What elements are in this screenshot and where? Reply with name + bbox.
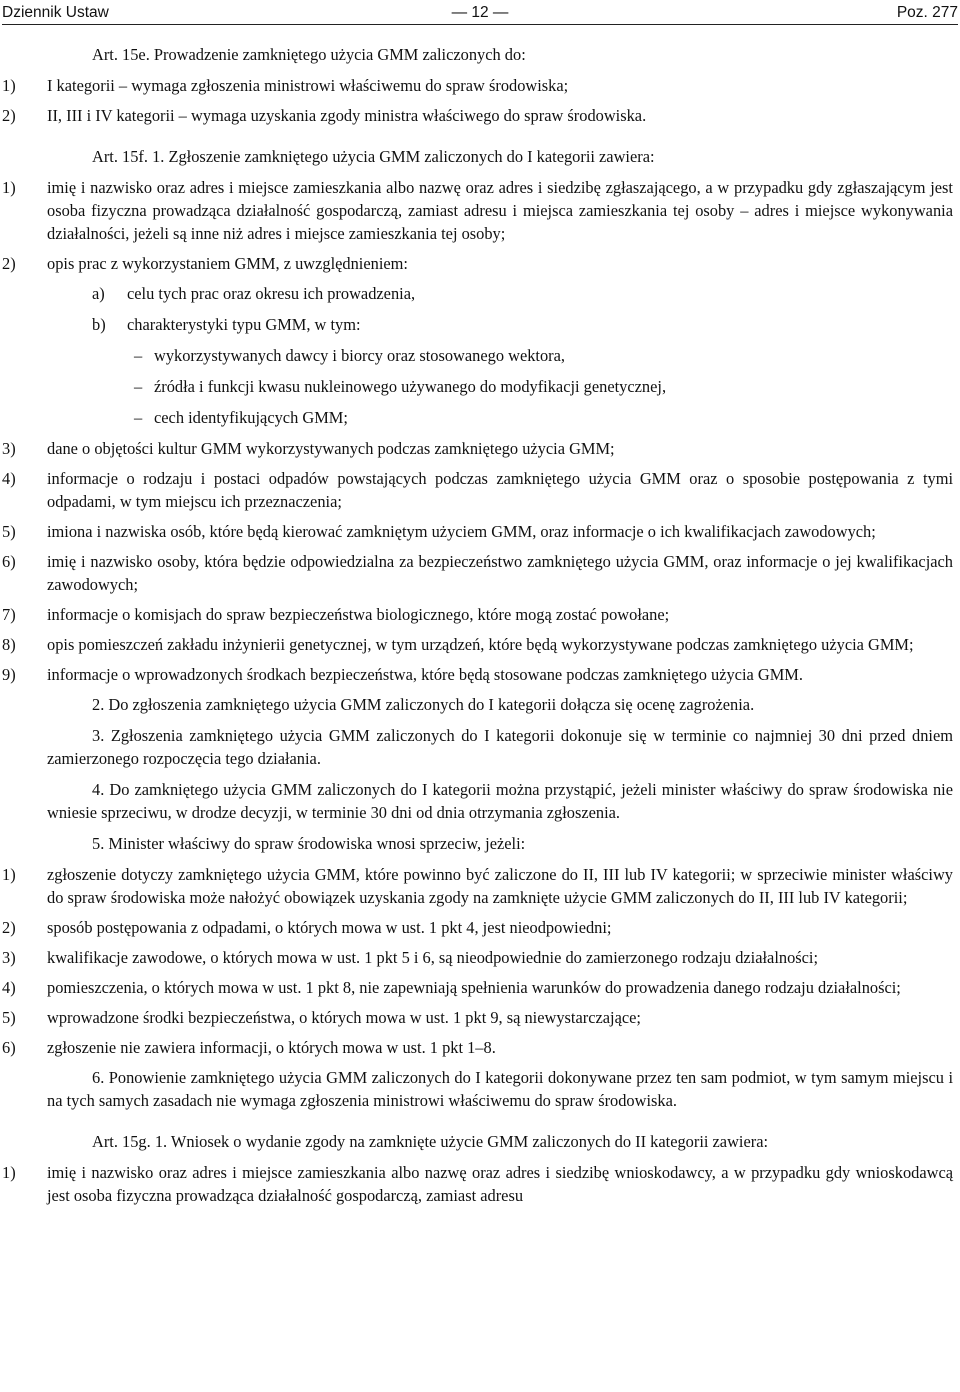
page-number: — 12 — xyxy=(451,4,509,21)
journal-title: Dziennik Ustaw xyxy=(2,4,109,21)
list-item: 4) pomieszczenia, o których mowa w ust. 1 pkt 8, nie zapewniają spełnienia warunków do prowadzenia danego rodzaju działalności; xyxy=(2,978,901,997)
list-item: 1) zgłoszenie dotyczy zamkniętego użycia GMM, które powinno być zaliczone do II, III lub IV kategorii; w sprzeciwie minister właściwy do spraw środowiska może nałożyć obowiązek uzyskania zgody na zamknięte użycie GMM zaliczonych do II, III lub IV kategorii; xyxy=(2,865,953,907)
list-item: 7) informacje o komisjach do spraw bezpieczeństwa biologicznego, które mogą zostać powołane; xyxy=(2,605,670,624)
list-item: 9) informacje o wprowadzonych środkach bezpieczeństwa, które będą stosowane podczas zamkniętego użycia GMM. xyxy=(2,665,803,684)
sub-item: b) charakterystyki typu GMM, w tym: xyxy=(92,315,361,334)
list-item: 3) kwalifikacje zawodowe, o których mowa w ust. 1 pkt 5 i 6, są nieodpowiednie do zamierzonego rodzaju działalności; xyxy=(2,948,819,967)
dash-glyph: – xyxy=(134,377,143,396)
paragraph-ust-5: 5. Minister właściwy do spraw środowiska wnosi sprzeciw, jeżeli: xyxy=(92,834,526,853)
art-15e-intro: Art. 15e. Prowadzenie zamkniętego użycia GMM zaliczonych do: xyxy=(92,45,526,64)
paragraph-ust-3: 3. Zgłoszenia zamkniętego użycia GMM zaliczonych do I kategorii dokonuje się w terminie co najmniej 30 dni przed dniem zamierzonego rozpoczęcia tego działania. xyxy=(47,726,953,768)
paragraph-ust-4: 4. Do zamkniętego użycia GMM zaliczonych do I kategorii można przystąpić, jeżeli minister właściwy do spraw środowiska nie wniesie sprzeciwu, w drodze decyzji, w terminie 30 dni od dnia otrzymania zgłoszenia. xyxy=(47,780,953,822)
list-item: 2) sposób postępowania z odpadami, o których mowa w ust. 1 pkt 4, jest nieodpowiedni; xyxy=(2,918,612,937)
art-15f-intro: Art. 15f. 1. Zgłoszenie zamkniętego użycia GMM zaliczonych do I kategorii zawiera: xyxy=(92,147,655,166)
dash-glyph: – xyxy=(134,346,143,365)
page-header xyxy=(2,0,958,25)
list-item: 6) zgłoszenie nie zawiera informacji, o których mowa w ust. 1 pkt 1–8. xyxy=(2,1038,496,1057)
sub-item: a) celu tych prac oraz okresu ich prowadzenia, xyxy=(92,284,416,303)
list-item: 1) I kategorii – wymaga zgłoszenia ministrowi właściwemu do spraw środowiska; xyxy=(2,76,569,95)
art-15g-intro: Art. 15g. 1. Wniosek o wydanie zgody na zamknięte użycie GMM zaliczonych do II kategorii zawiera: xyxy=(92,1132,769,1151)
list-item: 2) opis prac z wykorzystaniem GMM, z uwzględnieniem: xyxy=(2,254,408,273)
dash-item: – wykorzystywanych dawcy i biorcy oraz stosowanego wektora, xyxy=(134,346,566,365)
list-item: 1) imię i nazwisko oraz adres i miejsce zamieszkania albo nazwę oraz adres i siedzibę wnioskodawcy, a w przypadku gdy wnioskodawcą jest osoba fizyczna prowadząca działalność gospodarczą, zamiast adresu xyxy=(2,1163,953,1205)
list-item: 1) imię i nazwisko oraz adres i miejsce zamieszkania albo nazwę oraz adres i siedzibę zgłaszającego, a w przypadku gdy zgłaszającym jest osoba fizyczna prowadząca działalność gospodarczą, zamiast adresu i miejsca zamieszkania tej osoby – adres i miejsce wykonywania działalności, jeżeli są inne niż adres i miejsce zamieszkania tej osoby; xyxy=(2,178,953,243)
dash-item: – źródła i funkcji kwasu nukleinowego używanego do modyfikacji genetycznej, xyxy=(134,377,667,396)
document-body xyxy=(2,43,953,1214)
position-number: Poz. 277 xyxy=(896,4,958,21)
list-item: 3) dane o objętości kultur GMM wykorzystywanych podczas zamkniętego użycia GMM; xyxy=(2,439,615,458)
list-item: 5) imiona i nazwiska osób, które będą kierować zamkniętym użyciem GMM, oraz informacje o ich kwalifikacjach zawodowych; xyxy=(2,522,876,541)
list-item: 8) opis pomieszczeń zakładu inżynierii genetycznej, w tym urządzeń, które będą wykorzystywane podczas zamkniętego użycia GMM; xyxy=(2,635,914,654)
paragraph-ust-6: 6. Ponowienie zamkniętego użycia GMM zaliczonych do I kategorii dokonywane przez ten sam podmiot, w tym samym miejscu i na tych samych zasadach nie wymaga zgłoszenia ministrowi właściwemu do spraw środowiska. xyxy=(47,1068,953,1110)
list-item: 4) informacje o rodzaju i postaci odpadów powstających podczas zamkniętego użycia GMM oraz o sposobie postępowania z tymi odpadami, w tym miejscu ich przeznaczenia; xyxy=(2,469,953,511)
list-item: 5) wprowadzone środki bezpieczeństwa, o których mowa w ust. 1 pkt 9, są niewystarczające; xyxy=(2,1008,641,1027)
dash-item: – cech identyfikujących GMM; xyxy=(134,408,348,427)
paragraph-ust-2: 2. Do zgłoszenia zamkniętego użycia GMM zaliczonych do I kategorii dołącza się ocenę zagrożenia. xyxy=(92,695,755,714)
dash-glyph: – xyxy=(134,408,143,427)
list-item: 2) II, III i IV kategorii – wymaga uzyskania zgody ministra właściwego do spraw środowiska. xyxy=(2,106,647,125)
list-item: 6) imię i nazwisko osoby, która będzie odpowiedzialna za bezpieczeństwo zamkniętego użycia GMM, oraz informacje o jej kwalifikacjach zawodowych; xyxy=(2,552,953,594)
